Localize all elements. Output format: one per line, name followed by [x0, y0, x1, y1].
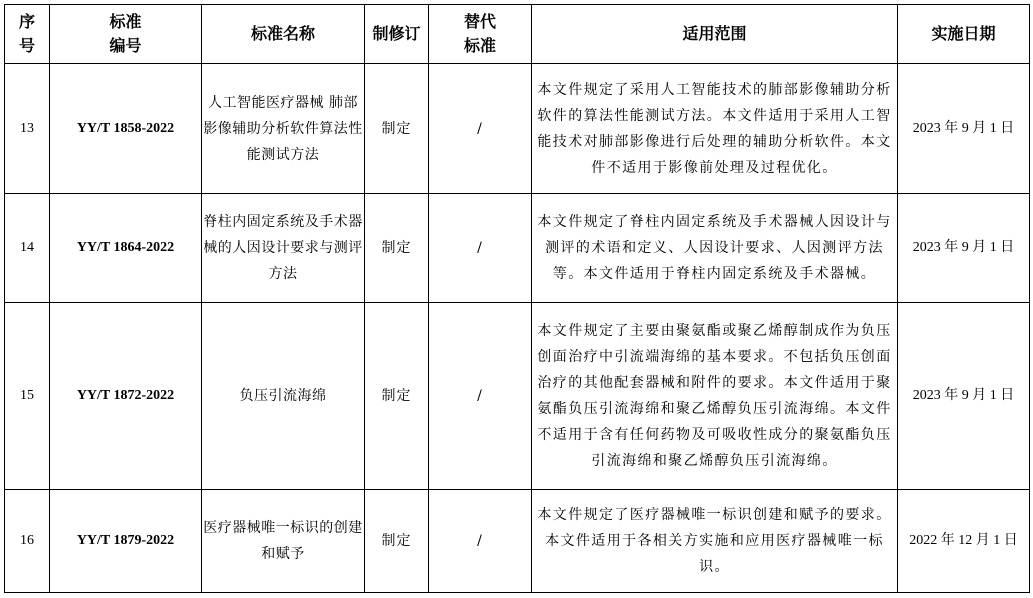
header-row — [5, 5, 1030, 64]
header-seq: 序 号 — [5, 5, 50, 64]
row-code: YY/T 1864-2022 — [50, 194, 202, 303]
row-date: 2022 年 12 月 1 日 — [898, 490, 1030, 593]
header-name: 标准名称 — [202, 5, 365, 64]
row-type: 制定 — [365, 490, 429, 593]
header-date: 实施日期 — [898, 5, 1030, 64]
row-seq: 13 — [5, 64, 50, 194]
row-replace: / — [429, 64, 532, 194]
table-row — [5, 303, 1030, 490]
header-code: 标准 编号 — [50, 5, 202, 64]
row-scope: 本文件规定了脊柱内固定系统及手术器械人因设计与测评的术语和定义、人因设计要求、人因测评方法等。本文件适用于脊柱内固定系统及手术器械。 — [532, 194, 898, 303]
row-name: 医疗器械唯一标识的创建和赋予 — [202, 490, 365, 593]
row-type: 制定 — [365, 303, 429, 490]
row-date: 2023 年 9 月 1 日 — [898, 64, 1030, 194]
row-replace: / — [429, 303, 532, 490]
table-row — [5, 490, 1030, 593]
row-scope: 本文件规定了采用人工智能技术的肺部影像辅助分析软件的算法性能测试方法。本文件适用于采用人工智能技术对肺部影像进行后处理的辅助分析软件。本文件不适用于影像前处理及过程优化。 — [532, 64, 898, 194]
header-scope: 适用范围 — [532, 5, 898, 64]
row-code: YY/T 1872-2022 — [50, 303, 202, 490]
row-seq: 14 — [5, 194, 50, 303]
row-scope: 本文件规定了主要由聚氨酯或聚乙烯醇制成作为负压创面治疗中引流端海绵的基本要求。不包括负压创面治疗的其他配套器械和附件的要求。本文件适用于聚氨酯负压引流海绵和聚乙烯醇负压引流海绵。本文件不适用于含有任何药物及可吸收性成分的聚氨酯负压引流海绵和聚乙烯醇负压引流海绵。 — [532, 303, 898, 490]
row-type: 制定 — [365, 64, 429, 194]
row-code: YY/T 1879-2022 — [50, 490, 202, 593]
header-replace: 替代 标准 — [429, 5, 532, 64]
row-replace: / — [429, 490, 532, 593]
row-seq: 15 — [5, 303, 50, 490]
row-name: 脊柱内固定系统及手术器械的人因设计要求与测评方法 — [202, 194, 365, 303]
standards-table — [4, 4, 1030, 593]
row-date: 2023 年 9 月 1 日 — [898, 194, 1030, 303]
row-name: 人工智能医疗器械 肺部影像辅助分析软件算法性能测试方法 — [202, 64, 365, 194]
row-name: 负压引流海绵 — [202, 303, 365, 490]
row-seq: 16 — [5, 490, 50, 593]
row-scope: 本文件规定了医疗器械唯一标识创建和赋予的要求。本文件适用于各相关方实施和应用医疗器械唯一标识。 — [532, 490, 898, 593]
row-date: 2023 年 9 月 1 日 — [898, 303, 1030, 490]
table-row — [5, 64, 1030, 194]
header-type: 制修订 — [365, 5, 429, 64]
table-row — [5, 194, 1030, 303]
row-replace: / — [429, 194, 532, 303]
row-type: 制定 — [365, 194, 429, 303]
row-code: YY/T 1858-2022 — [50, 64, 202, 194]
